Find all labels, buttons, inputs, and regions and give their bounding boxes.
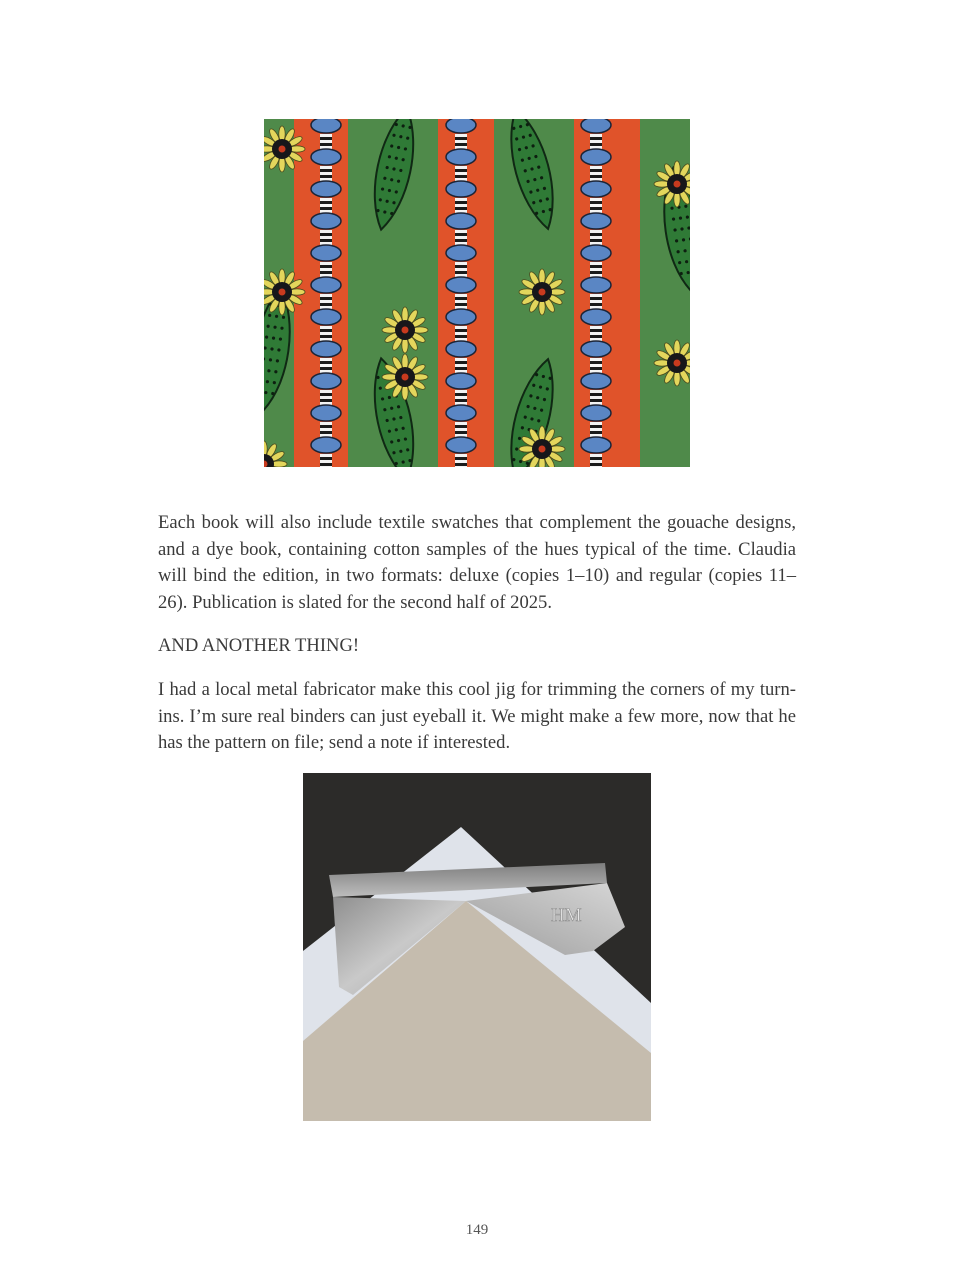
black-band <box>320 367 332 370</box>
black-band <box>320 393 332 396</box>
white-band <box>590 358 602 361</box>
black-band <box>320 425 332 428</box>
blue-bead <box>446 309 476 325</box>
black-band <box>590 137 602 140</box>
black-band <box>455 143 467 146</box>
black-band <box>590 329 602 332</box>
white-band <box>320 396 332 399</box>
white-band <box>320 428 332 431</box>
black-band <box>590 361 602 364</box>
black-band <box>590 463 602 466</box>
jig-illustration <box>303 773 651 1121</box>
black-band <box>455 399 467 402</box>
black-band <box>455 361 467 364</box>
black-band <box>455 463 467 466</box>
black-band <box>320 169 332 172</box>
black-band <box>455 271 467 274</box>
white-band <box>320 198 332 201</box>
white-band <box>320 172 332 175</box>
white-band <box>320 134 332 137</box>
white-band <box>590 134 602 137</box>
flower-eye <box>674 181 681 188</box>
white-band <box>590 172 602 175</box>
white-band <box>455 268 467 271</box>
flower-eye <box>674 360 681 367</box>
white-band <box>590 230 602 233</box>
white-band <box>455 428 467 431</box>
white-band <box>590 140 602 143</box>
blue-bead <box>446 213 476 229</box>
blue-bead <box>311 277 341 293</box>
blue-bead <box>581 181 611 197</box>
white-band <box>590 300 602 303</box>
black-band <box>590 271 602 274</box>
blue-bead <box>446 373 476 389</box>
white-band <box>320 236 332 239</box>
black-band <box>320 207 332 210</box>
blue-bead <box>581 119 611 133</box>
gouache-textile-image <box>264 119 690 467</box>
white-band <box>455 230 467 233</box>
white-band <box>320 204 332 207</box>
black-band <box>320 463 332 466</box>
white-band <box>455 422 467 425</box>
white-band <box>320 390 332 393</box>
blue-bead <box>581 405 611 421</box>
black-band <box>455 207 467 210</box>
blue-bead <box>311 309 341 325</box>
blue-bead <box>446 181 476 197</box>
white-band <box>590 236 602 239</box>
white-band <box>590 166 602 169</box>
blue-bead <box>581 341 611 357</box>
black-band <box>590 265 602 268</box>
white-band <box>590 460 602 463</box>
white-band <box>590 204 602 207</box>
black-band <box>320 271 332 274</box>
blue-bead <box>581 277 611 293</box>
white-band <box>455 300 467 303</box>
black-band <box>320 175 332 178</box>
white-band <box>590 422 602 425</box>
black-band <box>590 399 602 402</box>
white-band <box>455 236 467 239</box>
black-band <box>455 367 467 370</box>
white-band <box>455 454 467 457</box>
black-band <box>455 335 467 338</box>
black-band <box>455 297 467 300</box>
white-band <box>590 262 602 265</box>
black-band <box>590 175 602 178</box>
black-band <box>590 297 602 300</box>
black-band <box>455 393 467 396</box>
blue-bead <box>446 119 476 133</box>
black-band <box>455 233 467 236</box>
blue-bead <box>581 437 611 453</box>
blue-bead <box>581 213 611 229</box>
black-band <box>590 393 602 396</box>
black-band <box>455 169 467 172</box>
black-band <box>320 239 332 242</box>
white-band <box>320 466 332 467</box>
white-band <box>590 198 602 201</box>
blue-bead <box>446 341 476 357</box>
black-band <box>320 143 332 146</box>
body-paragraph-swatches: Each book will also include textile swatches that complement the gouache designs, and a dye book, containing cotton samples of the hues typical of the time. Claudia will bind the edition, in two formats: deluxe (copies 1–10) and regular (copies 11–26). Publication is slated for the second half of 2025. <box>158 512 796 614</box>
white-band <box>320 294 332 297</box>
flower-eye <box>539 446 546 453</box>
blue-bead <box>446 245 476 261</box>
black-band <box>590 367 602 370</box>
body-paragraph-jig: I had a local metal fabricator make this cool jig for trimming the corners of my turn-ins. I’m sure real binders can just eyeball it. We might make a few more, now that he has the pattern on file; send a note if interested. <box>158 679 796 754</box>
black-band <box>320 329 332 332</box>
black-band <box>590 143 602 146</box>
white-band <box>320 422 332 425</box>
black-band <box>320 233 332 236</box>
black-band <box>320 265 332 268</box>
blue-bead <box>311 437 341 453</box>
flower-eye <box>279 289 286 296</box>
white-band <box>590 268 602 271</box>
black-band <box>455 303 467 306</box>
white-band <box>320 140 332 143</box>
white-band <box>455 332 467 335</box>
white-band <box>320 326 332 329</box>
black-band <box>320 201 332 204</box>
white-band <box>320 300 332 303</box>
white-band <box>455 460 467 463</box>
black-band <box>590 233 602 236</box>
blue-bead <box>311 245 341 261</box>
white-band <box>455 166 467 169</box>
white-band <box>590 428 602 431</box>
white-band <box>455 326 467 329</box>
blue-bead <box>581 309 611 325</box>
blue-bead <box>446 437 476 453</box>
black-band <box>455 239 467 242</box>
black-band <box>320 297 332 300</box>
white-band <box>320 166 332 169</box>
black-band <box>590 239 602 242</box>
black-band <box>455 201 467 204</box>
black-band <box>455 175 467 178</box>
white-band <box>455 262 467 265</box>
black-band <box>320 137 332 140</box>
page-number: 149 <box>465 1222 489 1238</box>
white-band <box>590 332 602 335</box>
black-band <box>590 335 602 338</box>
blue-bead <box>311 119 341 133</box>
corner-jig-photo <box>303 773 651 1121</box>
black-band <box>590 431 602 434</box>
flower-eye <box>279 146 286 153</box>
white-band <box>320 364 332 367</box>
black-band <box>590 207 602 210</box>
white-band <box>320 268 332 271</box>
white-band <box>590 364 602 367</box>
black-band <box>455 137 467 140</box>
white-band <box>455 294 467 297</box>
blue-bead <box>581 149 611 165</box>
black-band <box>455 431 467 434</box>
section-heading: AND ANOTHER THING! <box>158 635 360 656</box>
black-band <box>590 169 602 172</box>
white-band <box>455 134 467 137</box>
black-band <box>320 303 332 306</box>
white-band <box>590 454 602 457</box>
black-band <box>320 431 332 434</box>
white-band <box>455 364 467 367</box>
blue-bead <box>311 149 341 165</box>
black-band <box>455 457 467 460</box>
black-band <box>590 201 602 204</box>
white-band <box>455 390 467 393</box>
blue-bead <box>311 213 341 229</box>
white-band <box>590 326 602 329</box>
blue-bead <box>311 341 341 357</box>
white-band <box>455 140 467 143</box>
black-band <box>590 425 602 428</box>
blue-bead <box>581 245 611 261</box>
white-band <box>320 358 332 361</box>
white-band <box>455 466 467 467</box>
white-band <box>590 396 602 399</box>
black-band <box>320 457 332 460</box>
black-band <box>320 361 332 364</box>
black-band <box>320 399 332 402</box>
blue-bead <box>446 405 476 421</box>
black-band <box>320 335 332 338</box>
blue-bead <box>446 149 476 165</box>
white-band <box>455 358 467 361</box>
white-band <box>590 294 602 297</box>
black-band <box>590 457 602 460</box>
white-band <box>320 454 332 457</box>
jig-monogram: HM <box>551 905 582 926</box>
blue-bead <box>311 373 341 389</box>
white-band <box>590 390 602 393</box>
white-band <box>320 262 332 265</box>
blue-bead <box>311 181 341 197</box>
white-band <box>590 466 602 467</box>
gouache-pattern <box>264 119 690 467</box>
white-band <box>455 396 467 399</box>
white-band <box>455 172 467 175</box>
blue-bead <box>581 373 611 389</box>
white-band <box>455 198 467 201</box>
flower-eye <box>402 374 409 381</box>
flower-eye <box>402 327 409 334</box>
black-band <box>455 329 467 332</box>
white-band <box>320 230 332 233</box>
white-band <box>320 460 332 463</box>
black-band <box>455 425 467 428</box>
flower-eye <box>539 289 546 296</box>
blue-bead <box>446 277 476 293</box>
black-band <box>455 265 467 268</box>
black-band <box>590 303 602 306</box>
blue-bead <box>311 405 341 421</box>
white-band <box>455 204 467 207</box>
white-band <box>320 332 332 335</box>
